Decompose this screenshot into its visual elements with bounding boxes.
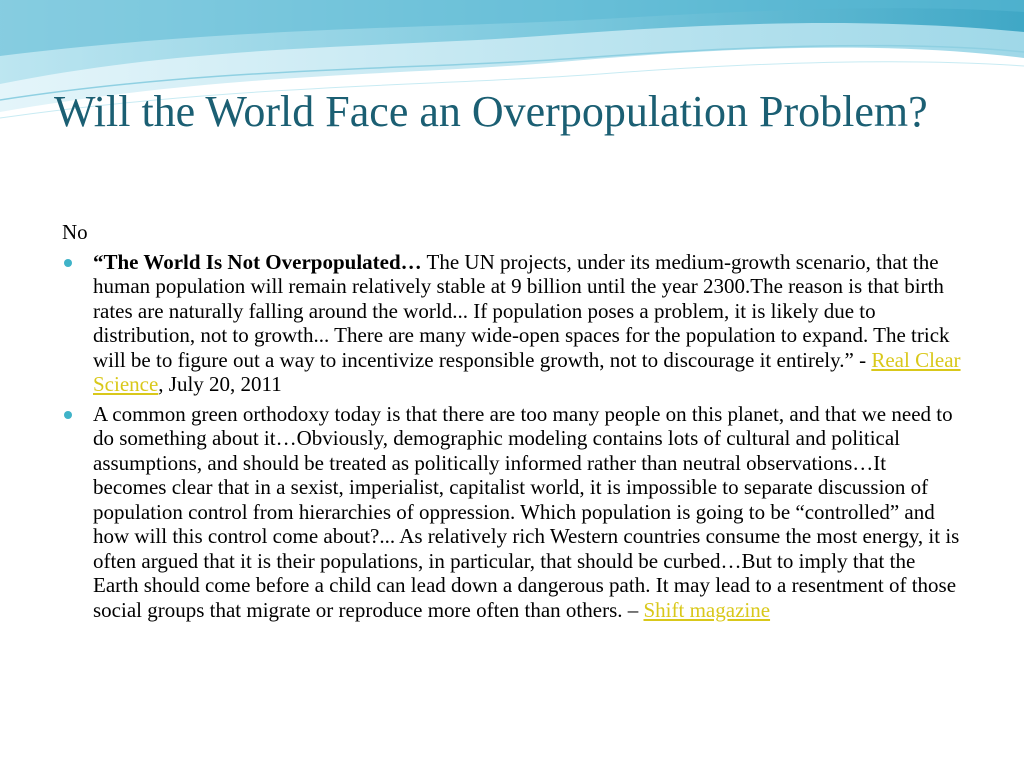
bullet-list: [62, 250, 962, 623]
quote-text: The UN projects, under its medium-growth scenario, that the human population will remain relatively stable at 9 billion until the year 2300.The reason is that birth rates are naturally falling around the world... If population poses a problem, it is likely due to distribution, not to growth... There are many wide-open spaces for the population to expand. The trick will be to figure out a way to incentivize responsible growth, not to discourage it entirely.” -: [93, 249, 950, 372]
intro-text: No: [62, 220, 88, 244]
bullet-dot-icon: [64, 259, 72, 267]
shift-magazine-link[interactable]: Shift magazine: [643, 597, 771, 622]
bullet-dot-icon: [64, 411, 72, 419]
bullet-item-2: [62, 402, 962, 623]
bullet-item-1: [62, 250, 962, 397]
quote-date: , July 20, 2011: [158, 372, 282, 396]
quote-heading: “The World Is Not Overpopulated…: [93, 249, 422, 274]
real-clear-science-link[interactable]: Real Clear Science: [93, 347, 961, 396]
slide-body: [62, 220, 962, 627]
quote-text: A common green orthodoxy today is that there are too many people on this planet, and that we need to do something about it…Obviously, demographic modeling contains lots of cultural and political assumptions, and should be treated as politically informed rather than neutral observations…It becomes clear that in a sexist, imperialist, capitalist world, it is impossible to separate discussion of population control from hierarchies of oppression. Which population is going to be “controlled” and how will this control come about?... As relatively rich Western countries consume the most energy, it is often argued that it is their populations, in particular, that should be curbed…But to imply that the Earth should come before a child can lead down a dangerous path. It may lead to a resentment of those social groups that migrate or reproduce more often than others. –: [93, 401, 960, 622]
slide-title: Will the World Face an Overpopulation Problem?: [54, 87, 928, 136]
